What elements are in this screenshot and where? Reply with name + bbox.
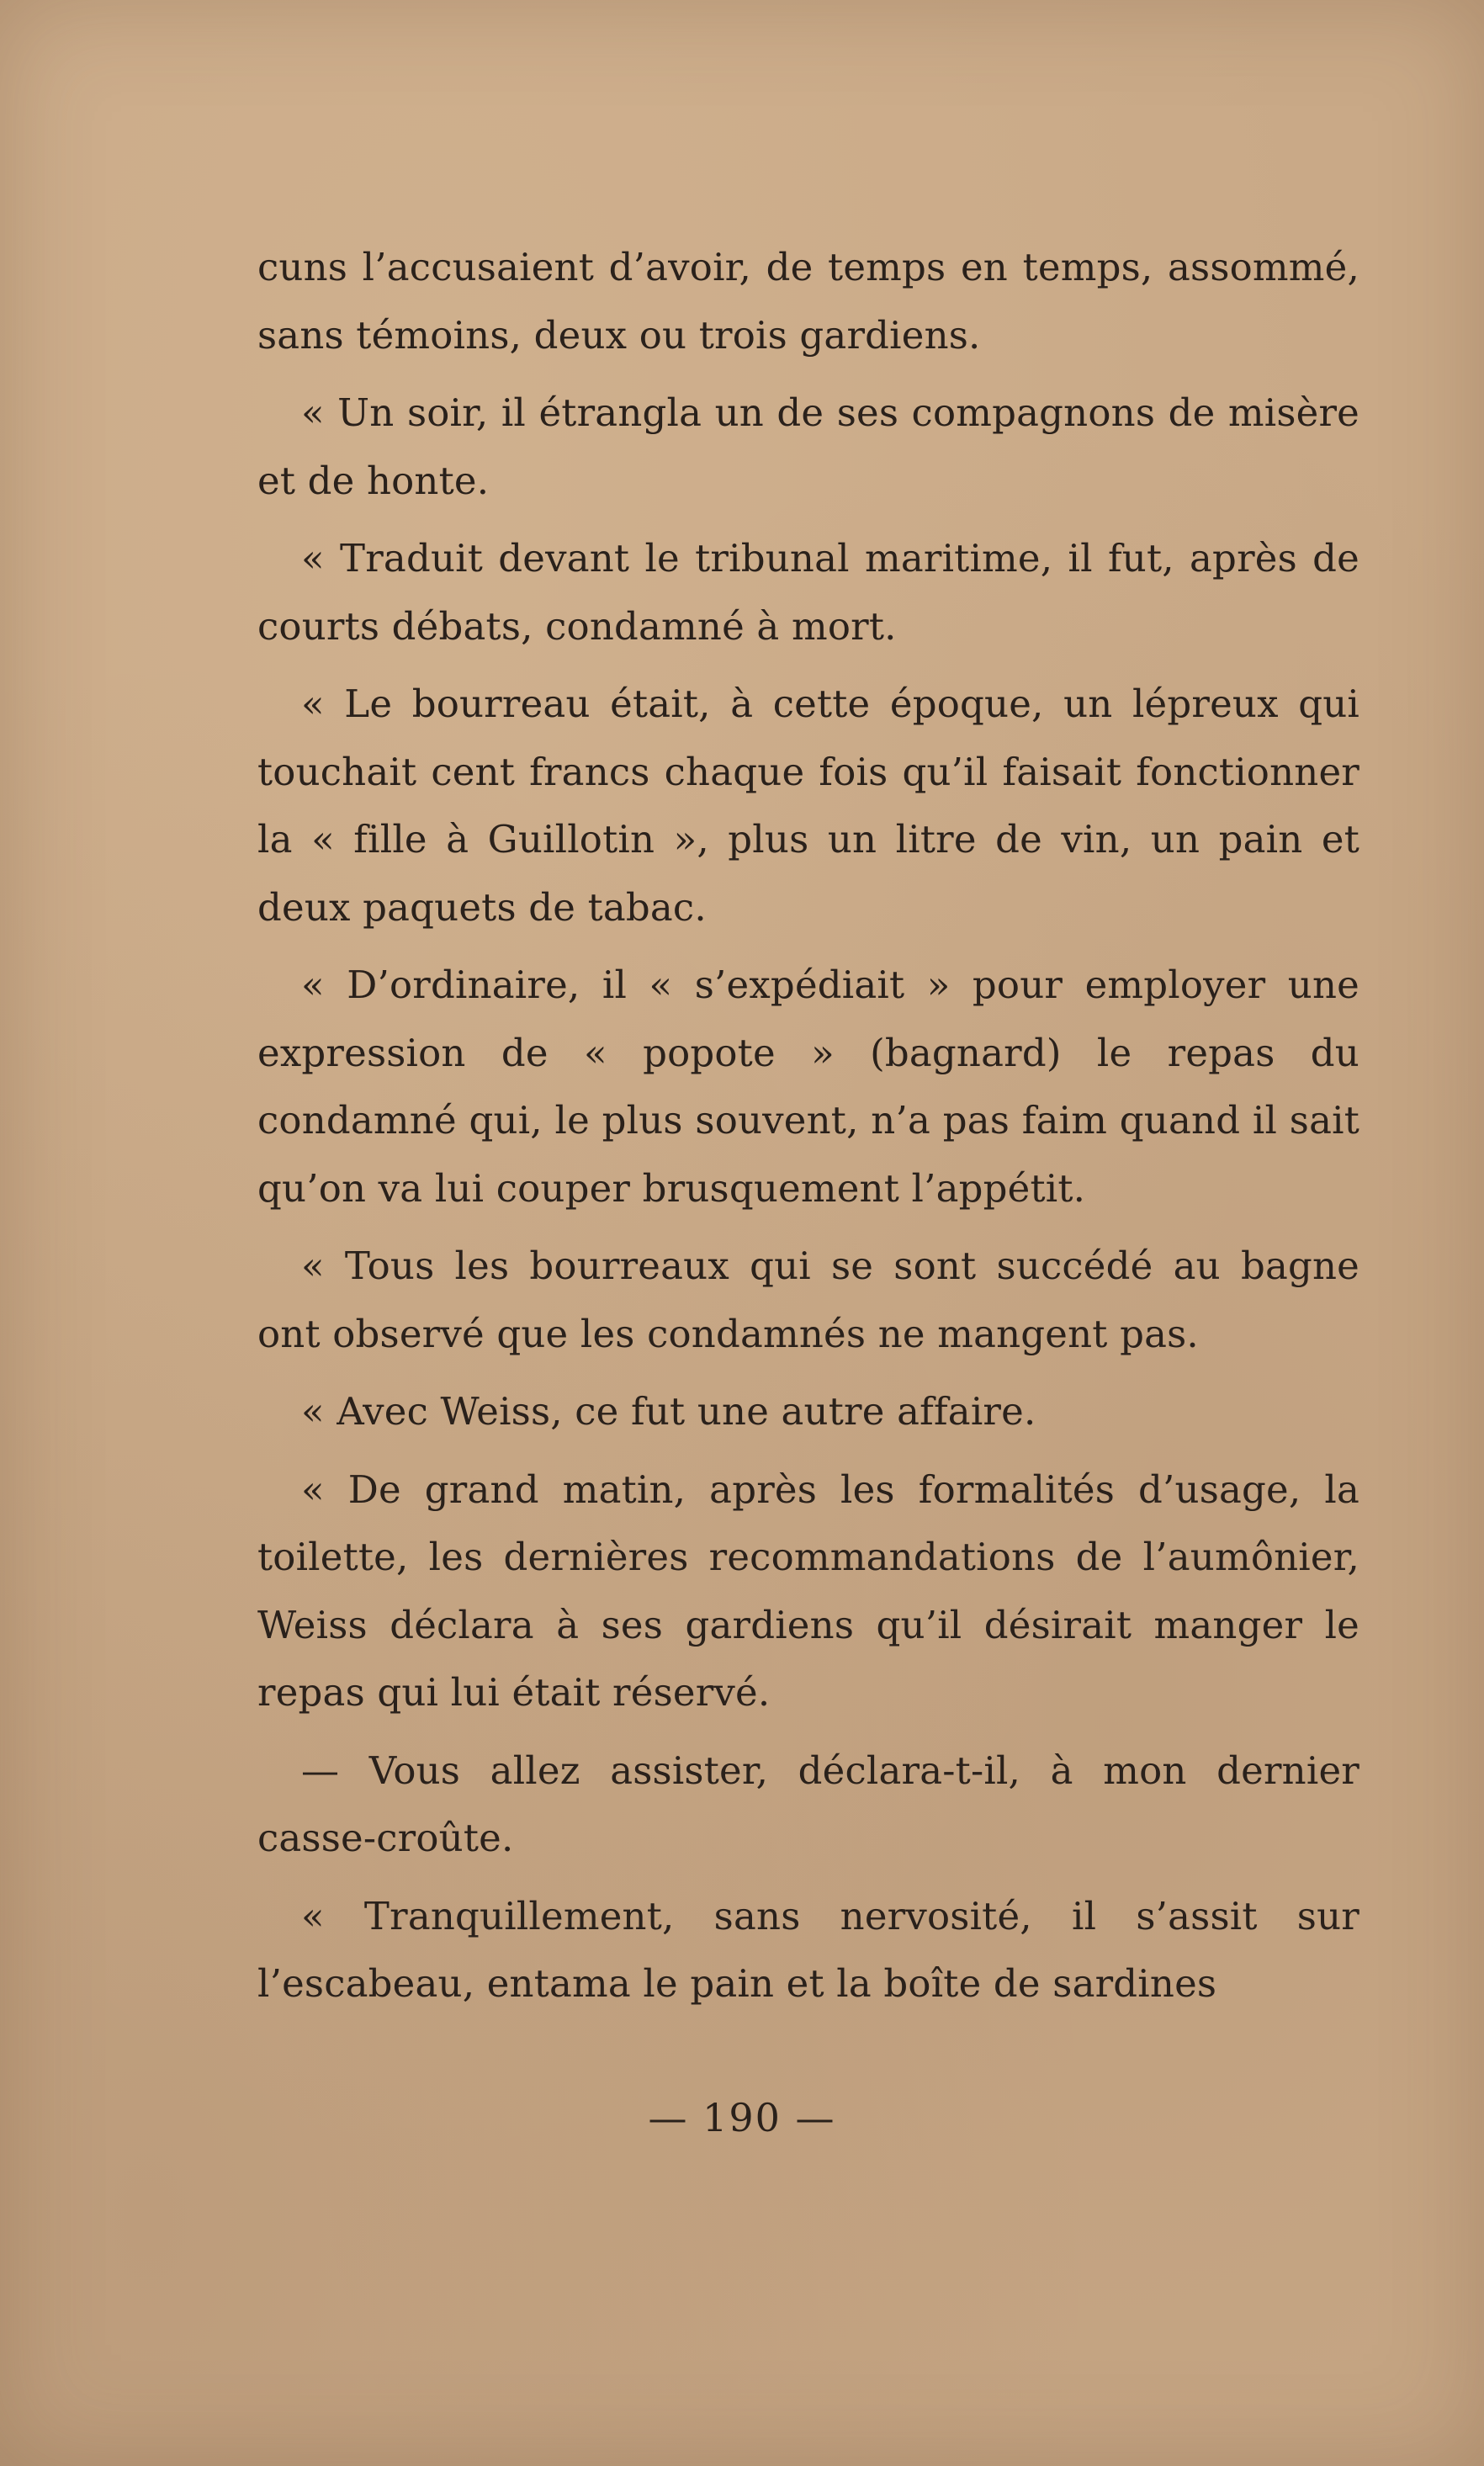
paragraph-8: « De grand matin, après les formalités d’usage, la toilette, les dernières recommandations de l’aumônier, Weiss déclara à ses gardiens qu’il désirait manger le repas qui lui était réservé. bbox=[257, 1466, 1359, 1715]
page-number: — 190 — bbox=[648, 2095, 836, 2140]
paragraph-1: cuns l’accusaient d’avoir, de temps en temps, assommé, sans témoins, deux ou trois gardiens. bbox=[257, 245, 1359, 358]
body-text bbox=[257, 234, 1359, 2018]
paragraph-10: « Tranquillement, sans nervosité, il s’assit sur l’escabeau, entama le pain et la boîte de sardines bbox=[257, 1893, 1359, 2006]
paragraph-6: « Tous les bourreaux qui se sont succédé au bagne ont observé que les condamnés ne mangent pas. bbox=[257, 1244, 1359, 1356]
paragraph-5: « D’ordinaire, il « s’expédiait » pour employer une expression de « popote » (bagnard) le repas du condamné qui, le plus souvent, n’a pas faim quand il sait qu’on va lui couper brusquement l’appétit. bbox=[257, 963, 1359, 1211]
paragraph-9: — Vous allez assister, déclara-t-il, à mon dernier casse-croûte. bbox=[257, 1747, 1359, 1860]
paragraph-7: « Avec Weiss, ce fut une autre affaire. bbox=[301, 1389, 1036, 1434]
paragraph-2: « Un soir, il étrangla un de ses compagnons de misère et de honte. bbox=[257, 390, 1359, 503]
paragraph-3: « Traduit devant le tribunal maritime, il fut, après de courts débats, condamné à mort. bbox=[257, 536, 1359, 649]
paragraph-4: « Le bourreau était, à cette époque, un lépreux qui touchait cent francs chaque fois qu’il faisait fonctionner la « fille à Guillotin », plus un litre de vin, un pain et deux paquets de tabac. bbox=[257, 681, 1359, 930]
